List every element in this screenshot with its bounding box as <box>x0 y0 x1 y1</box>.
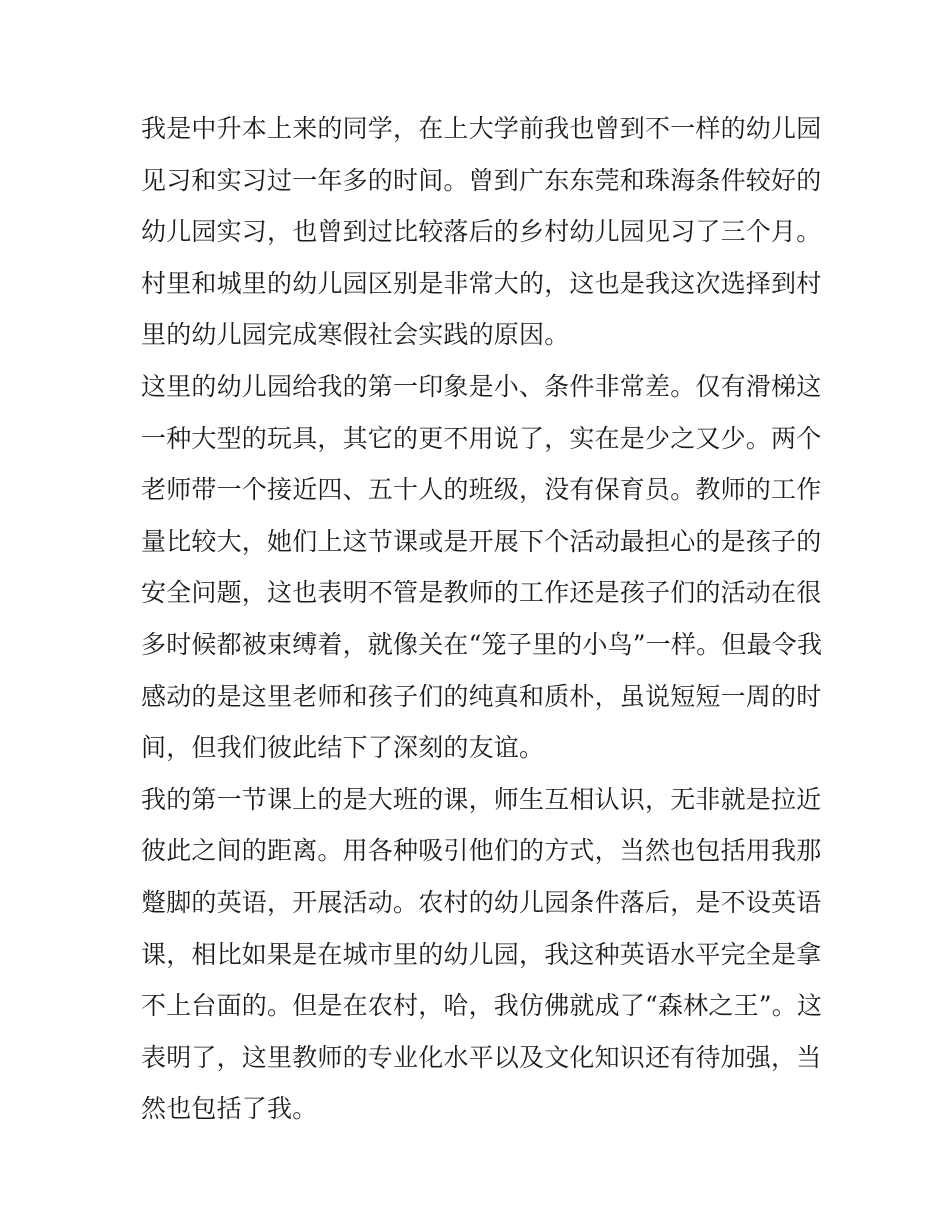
text-line: 幼儿园实习，也曾到过比较落后的乡村幼儿园见习了三个月。 <box>141 217 822 247</box>
text-line: 量比较大，她们上这节课或是开展下个活动最担心的是孩子的 <box>141 526 822 556</box>
text-line: 里的幼儿园完成寒假社会实践的原因。 <box>141 320 570 350</box>
text-line: 表明了，这里教师的专业化水平以及文化知识还有待加强，当 <box>141 1042 822 1072</box>
text-line: 我的第一节课上的是大班的课，师生互相认识，无非就是拉近 <box>141 784 822 814</box>
text-line: 见习和实习过一年多的时间。曾到广东东莞和珠海条件较好的 <box>141 165 822 195</box>
text-line: 感动的是这里老师和孩子们的纯真和质朴，虽说短短一周的时 <box>141 681 822 711</box>
text-line: 蹩脚的英语，开展活动。农村的幼儿园条件落后，是不设英语 <box>141 887 822 917</box>
text-line: 我是中升本上来的同学，在上大学前我也曾到不一样的幼儿园 <box>141 114 822 143</box>
document-body <box>141 103 823 1135</box>
text-line: 彼此之间的距离。用各种吸引他们的方式，当然也包括用我那 <box>141 836 822 866</box>
text-line: 不上台面的。但是在农村，哈，我仿佛就成了“森林之王”。这 <box>141 991 823 1021</box>
text-line: 村里和城里的幼儿园区别是非常大的，这也是我这次选择到村 <box>141 268 822 298</box>
text-line: 然也包括了我。 <box>141 1094 318 1124</box>
text-line: 老师带一个接近四、五十人的班级，没有保育员。教师的工作 <box>141 475 822 505</box>
text-line: 一种大型的玩具，其它的更不用说了，实在是少之又少。两个 <box>141 423 822 453</box>
text-line: 课，相比如果是在城市里的幼儿园，我这种英语水平完全是拿 <box>141 939 822 969</box>
text-line: 这里的幼儿园给我的第一印象是小、条件非常差。仅有滑梯这 <box>141 371 822 401</box>
text-line: 间，但我们彼此结下了深刻的友谊。 <box>141 733 545 763</box>
text-line: 安全问题，这也表明不管是教师的工作还是孩子们的活动在很 <box>141 578 822 608</box>
text-line: 多时候都被束缚着，就像关在“笼子里的小鸟”一样。但最令我 <box>141 629 823 659</box>
